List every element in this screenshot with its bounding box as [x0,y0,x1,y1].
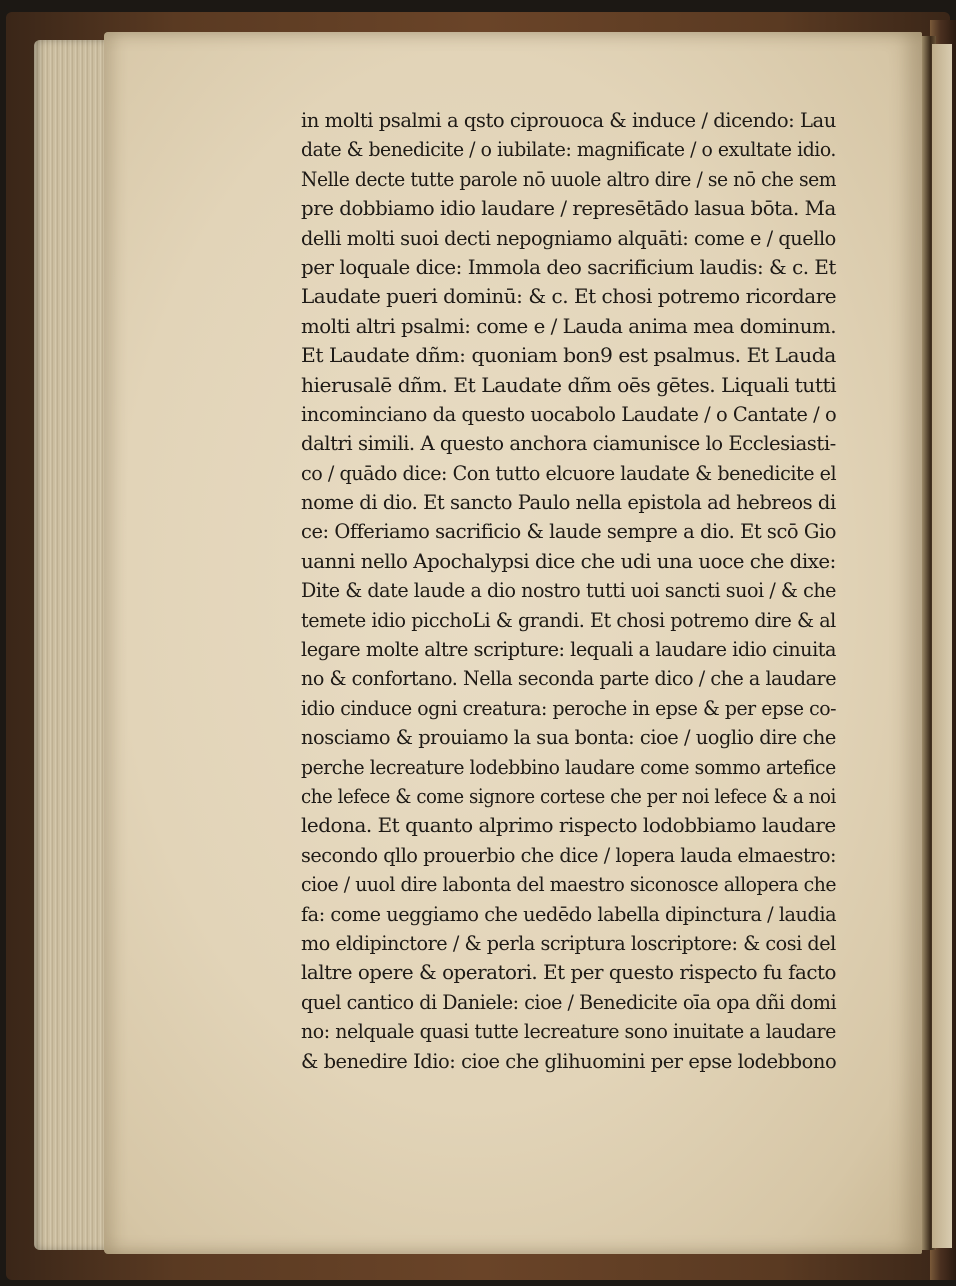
text-line: cioe / uuol dire labonta del maestro siconosce allopera che [301,873,837,897]
text-line: nosciamo & prouiamo la sua bonta: cioe / uoglio dire che [301,726,836,750]
text-line: nome di dio. Et sancto Paulo nella epistola ad hebreos di [301,491,836,515]
text-line: incominciano da questo uocabolo Laudate / o Cantate / o [301,402,837,426]
page-stack-edge [34,40,114,1250]
text-line: daltri simili. A questo anchora ciamunisce lo Ecclesiasti- [301,432,836,456]
text-line: quel cantico di Daniele: cioe / Benedicite oīa opa dñi domi [301,990,837,1014]
text-line: date & benedicite / o iubilate: magnificate / o exultate idio. [301,138,836,162]
text-line: secondo qllo prouerbio che dice / lopera lauda elmaestro: [301,843,837,867]
text-line: co / quādo dice: Con tutto elcuore laudate & benedicite el [301,461,837,485]
text-line: ce: Offeriamo sacrificio & laude sempre a dio. Et scō Gio [301,520,837,544]
text-line: no & confortano. Nella seconda parte dico / che a laudare [301,667,837,691]
text-line: Laudate pueri dominū: & c. Et chosi potremo ricordare [301,285,837,309]
text-line: legare molte altre scripture: lequali a laudare idio cinuita [301,638,837,662]
text-line: mo eldipinctore / & perla scriptura loscriptore: & cosi del [301,931,836,955]
text-line: fa: come ueggiamo che uedēdo labella dipinctura / laudia [301,902,837,926]
text-line: pre dobbiamo idio laudare / represētādo lasua bōta. Ma [301,197,836,221]
text-line: uanni nello Apochalypsi dice che udi una uoce che dixe: [301,549,836,573]
facing-page-edge [932,44,952,1248]
text-line: Nelle decte tutte parole nō uuole altro dire / se nō che sem [301,167,837,191]
text-line: Dite & date laude a dio nostro tutti uoi sancti suoi / & che [301,579,837,603]
text-line: no: nelquale quasi tutte lecreature sono inuitate a laudare [301,1020,836,1044]
text-line: in molti psalmi a qsto ciprouoca & induce / dicendo: Lau [301,109,836,132]
text-line: per loquale dice: Immola deo sacrificium laudis: & c. Et [301,255,836,279]
page-text-block [301,106,841,1076]
text-line: hierusalē dñm. Et Laudate dñm oēs gētes. Liquali tutti [301,373,837,397]
text-line: laltre opere & operatori. Et per questo rispecto fu facto [301,961,836,985]
text-line: idio cinduce ogni creatura: peroche in epse & per epse co- [301,696,837,720]
text-line: delli molti suoi decti nepogniamo alquāti: come e / quello [301,226,836,250]
text-line: che lefece & come signore cortese che per noi lefece & a noi [301,784,836,808]
text-line: ledona. Et quanto alprimo rispecto lodobbiamo laudare [301,814,836,838]
text-line: molti altri psalmi: come e / Lauda anima mea dominum. [301,314,837,338]
text-line: temete idio picchoLi & grandi. Et chosi potremo dire & al [301,608,836,632]
text-line: Et Laudate dñm: quoniam bon9 est psalmus. Et Lauda [301,344,836,368]
text-line: perche lecreature lodebbino laudare come sommo artefice [301,755,836,779]
text-line: & benedire Idio: cioe che glihuomini per epse lodebbono [301,1049,837,1073]
